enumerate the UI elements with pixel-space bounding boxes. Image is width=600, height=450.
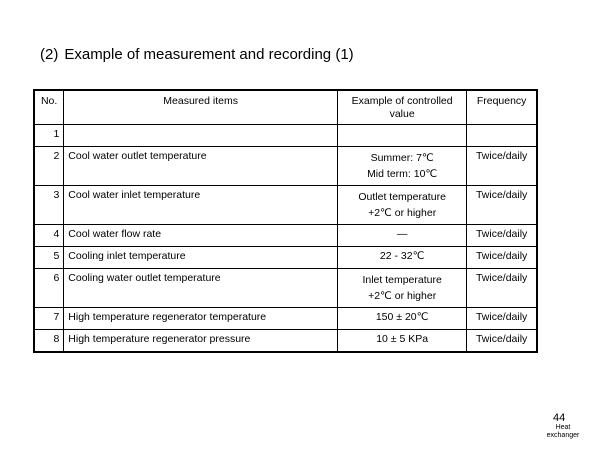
page-caption-line: Heat bbox=[555, 424, 571, 431]
table-row bbox=[34, 330, 537, 353]
value-line: +2℃ or higher bbox=[368, 290, 437, 302]
slide-title bbox=[40, 46, 354, 63]
row-frequency: Twice/daily bbox=[467, 269, 537, 308]
table-row bbox=[34, 308, 537, 330]
row-frequency: Twice/daily bbox=[467, 225, 537, 247]
row-number: 4 bbox=[34, 225, 64, 247]
row-frequency: Twice/daily bbox=[467, 147, 537, 186]
row-frequency bbox=[467, 125, 537, 147]
row-number: 8 bbox=[34, 330, 64, 353]
value-line: 22 - 32℃ bbox=[379, 250, 425, 262]
row-number: 1 bbox=[34, 125, 64, 147]
row-item: High temperature regenerator temperature bbox=[64, 308, 338, 330]
value-line: 150 ± 20℃ bbox=[375, 311, 429, 323]
value-line: Outlet temperature bbox=[358, 191, 446, 203]
row-frequency: Twice/daily bbox=[467, 330, 537, 353]
row-item: Cool water inlet temperature bbox=[64, 186, 338, 225]
header-no: No. bbox=[34, 90, 64, 125]
header-measured-items: Measured items bbox=[64, 90, 338, 125]
row-value bbox=[338, 186, 467, 225]
page-caption-line: exchanger bbox=[546, 432, 580, 439]
table-row bbox=[34, 225, 537, 247]
table-row bbox=[34, 147, 537, 186]
row-frequency: Twice/daily bbox=[467, 186, 537, 225]
row-frequency: Twice/daily bbox=[467, 247, 537, 269]
row-number: 7 bbox=[34, 308, 64, 330]
row-item: High temperature regenerator pressure bbox=[64, 330, 338, 353]
page-number: 44 bbox=[553, 412, 566, 424]
row-number: 6 bbox=[34, 269, 64, 308]
section-title-text: Example of measurement and recording (1) bbox=[64, 46, 354, 63]
value-line: Inlet temperature bbox=[362, 274, 442, 286]
row-value bbox=[338, 269, 467, 308]
value-line: 10 ± 5 KPa bbox=[376, 333, 429, 345]
measurement-table bbox=[33, 89, 538, 353]
table-row bbox=[34, 186, 537, 225]
value-line: Summer: 7℃ bbox=[370, 152, 434, 164]
value-line: — bbox=[396, 228, 408, 240]
table-header-row bbox=[34, 90, 537, 125]
row-number: 5 bbox=[34, 247, 64, 269]
row-value bbox=[338, 147, 467, 186]
header-controlled-value: Example of controlled value bbox=[338, 90, 467, 125]
section-number: (2) bbox=[40, 46, 59, 63]
row-number: 2 bbox=[34, 147, 64, 186]
table-row bbox=[34, 247, 537, 269]
row-item: Cool water outlet temperature bbox=[64, 147, 338, 186]
row-item: Cooling inlet temperature bbox=[64, 247, 338, 269]
row-value bbox=[338, 125, 467, 147]
value-line: +2℃ or higher bbox=[368, 207, 437, 219]
table-row bbox=[34, 269, 537, 308]
header-frequency: Frequency bbox=[467, 90, 537, 125]
value-line: Mid term: 10℃ bbox=[367, 168, 438, 180]
row-value bbox=[338, 308, 467, 330]
table-row bbox=[34, 125, 537, 147]
row-frequency: Twice/daily bbox=[467, 308, 537, 330]
row-value bbox=[338, 247, 467, 269]
row-value bbox=[338, 225, 467, 247]
row-number: 3 bbox=[34, 186, 64, 225]
page-caption bbox=[540, 424, 586, 440]
row-item: Cooling water outlet temperature bbox=[64, 269, 338, 308]
row-item bbox=[64, 125, 338, 147]
row-item: Cool water flow rate bbox=[64, 225, 338, 247]
row-value bbox=[338, 330, 467, 353]
